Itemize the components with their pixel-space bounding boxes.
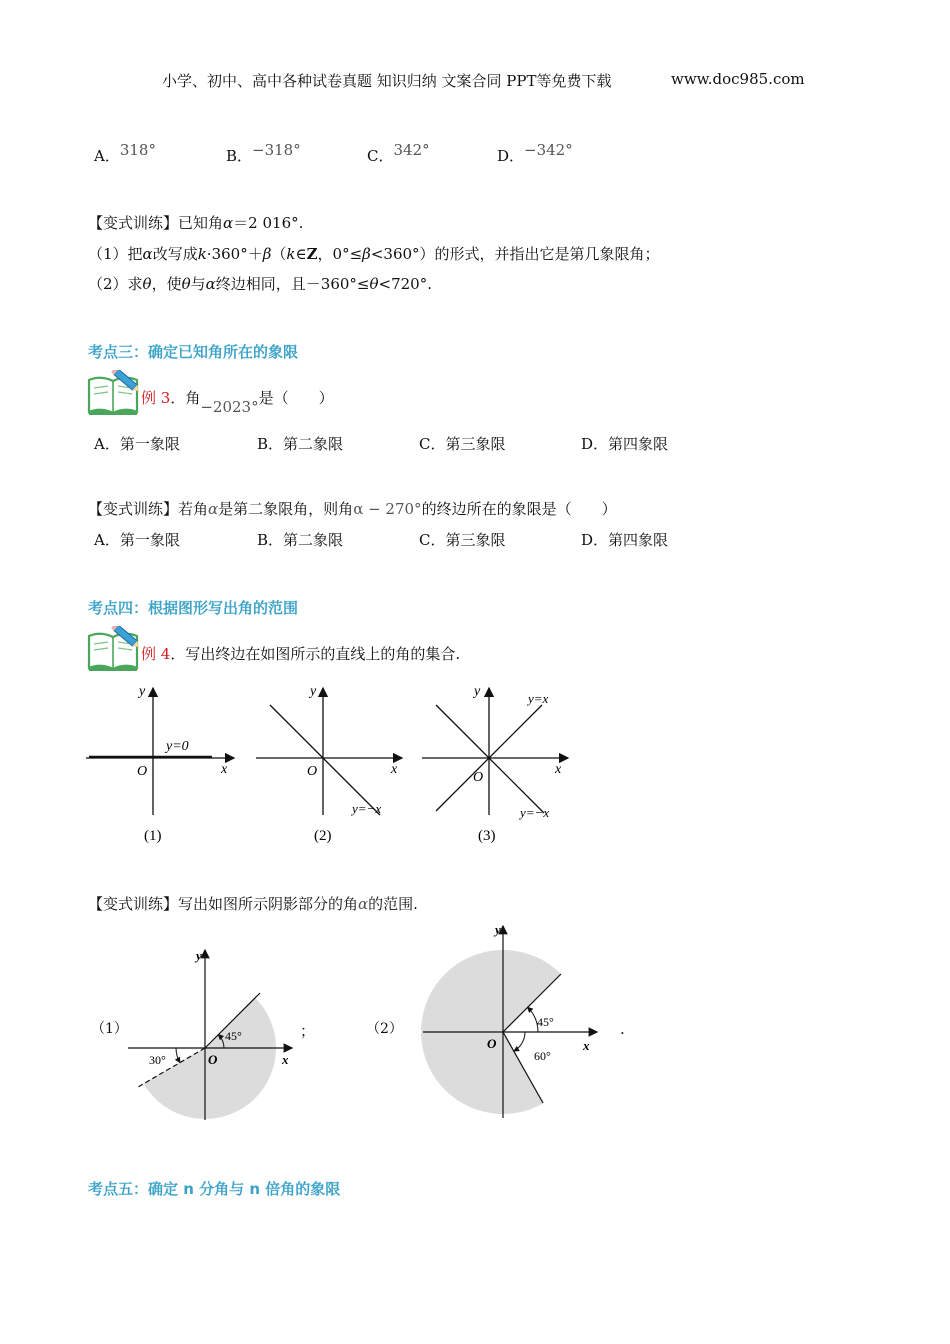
example4-stem: 例 4．写出终边在如图所示的直线上的角的集合. bbox=[141, 645, 461, 663]
angle-label-30: 30° bbox=[149, 1053, 166, 1067]
variant2-option-d[interactable]: D．第四象限 bbox=[581, 531, 669, 549]
angle-arc-30 bbox=[176, 1048, 180, 1063]
example3-option-b[interactable]: B．第二象限 bbox=[257, 435, 344, 453]
line-label: y=−x bbox=[352, 801, 382, 816]
section3-title: 考点三：确定已知角所在的象限 bbox=[88, 343, 299, 361]
variant2-option-a[interactable]: A．第一象限 bbox=[94, 531, 180, 549]
line-label: y=x bbox=[528, 691, 549, 706]
option-b[interactable]: B．−318° bbox=[226, 141, 301, 165]
variant1-part2: （2）求θ，使θ与α终边相同，且－360°≤θ<720°. bbox=[88, 275, 432, 293]
origin-label: O bbox=[137, 764, 148, 779]
variant3-stem: 【变式训练】写出如图所示阴影部分的角α的范围. bbox=[88, 895, 418, 913]
x-label: x bbox=[555, 762, 562, 777]
y-label: y bbox=[196, 948, 202, 963]
variant1-part1: （1）把α改写成k·360°＋β（k∈Z，0°≤β<360°）的形式，并指出它是第几象限角； bbox=[88, 245, 660, 263]
angle-arc-60 bbox=[514, 1032, 525, 1051]
example3-option-d[interactable]: D．第四象限 bbox=[581, 435, 669, 453]
line-y-neg-x bbox=[270, 705, 380, 815]
section4-title: 考点四：根据图形写出角的范围 bbox=[88, 599, 299, 617]
example3-option-a[interactable]: A．第一象限 bbox=[94, 435, 180, 453]
line-label: y=0 bbox=[166, 739, 189, 754]
origin-label: O bbox=[208, 1052, 218, 1067]
y-label: y bbox=[495, 922, 501, 937]
figure-5-1 bbox=[120, 940, 300, 1130]
x-label: x bbox=[391, 762, 398, 777]
y-label: y bbox=[139, 684, 146, 699]
angle-label-45: 45° bbox=[225, 1029, 242, 1043]
line-y-neg-x bbox=[436, 705, 544, 813]
origin-label: O bbox=[307, 764, 318, 779]
variant1-intro: 【变式训练】已知角α＝2 016°. bbox=[88, 214, 304, 232]
figure-4-3 bbox=[422, 684, 568, 844]
book-pencil-icon bbox=[86, 370, 140, 416]
figure-caption: (1) bbox=[144, 828, 162, 844]
fig5-2-label: （2） bbox=[366, 1021, 403, 1037]
fig5-1-label: （1） bbox=[91, 1021, 128, 1037]
example3-stem: 例 3．角−2023°是（ ） bbox=[141, 389, 334, 416]
x-label: x bbox=[282, 1052, 289, 1067]
fig5-2-after: . bbox=[620, 1020, 625, 1038]
header-url[interactable]: www.doc985.com bbox=[671, 70, 805, 88]
x-label: x bbox=[221, 762, 228, 777]
variant2-option-b[interactable]: B．第二象限 bbox=[257, 531, 344, 549]
origin-label: O bbox=[487, 1036, 497, 1051]
header-text: 小学、初中、高中各种试卷真题 知识归纳 文案合同 PPT等免费下载 bbox=[162, 72, 612, 90]
y-label: y bbox=[474, 684, 481, 699]
variant2-stem: 【变式训练】若角α是第二象限角，则角α − 270°的终边所在的象限是（ ） bbox=[88, 500, 617, 518]
option-c[interactable]: C．342° bbox=[367, 141, 430, 165]
x-label: x bbox=[583, 1038, 590, 1053]
example3-option-c[interactable]: C．第三象限 bbox=[419, 435, 506, 453]
variant2-option-c[interactable]: C．第三象限 bbox=[419, 531, 506, 549]
option-a[interactable]: A．318° bbox=[94, 141, 156, 165]
option-d[interactable]: D．−342° bbox=[497, 141, 573, 165]
figure-caption: (3) bbox=[478, 828, 496, 844]
angle-label-45: 45° bbox=[537, 1015, 554, 1029]
fig5-1-after: ； bbox=[300, 1022, 316, 1040]
figure-5-2 bbox=[415, 918, 615, 1128]
figure-caption: (2) bbox=[314, 828, 332, 844]
line-label-2: y=−x bbox=[520, 805, 550, 820]
example4-figures bbox=[84, 680, 584, 852]
angle-label-60: 60° bbox=[534, 1049, 551, 1063]
figure-4-2 bbox=[256, 684, 402, 844]
section5-title: 考点五：确定 n 分角与 n 倍角的象限 bbox=[88, 1180, 341, 1198]
y-label: y bbox=[310, 684, 317, 699]
figure-4-1 bbox=[86, 684, 234, 844]
origin-label: O bbox=[473, 770, 484, 785]
book-pencil-icon bbox=[86, 626, 140, 672]
